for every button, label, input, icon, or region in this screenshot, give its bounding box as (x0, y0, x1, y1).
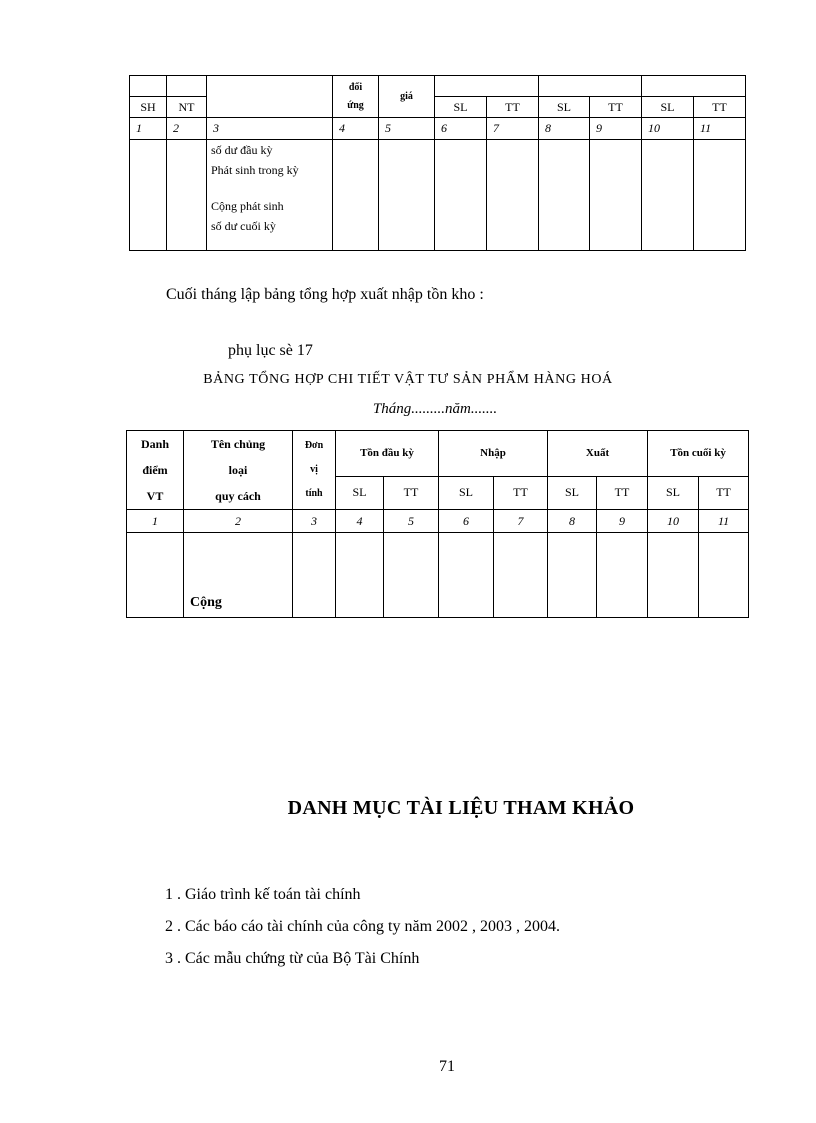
ledger-table (129, 75, 746, 251)
header-row-top (130, 76, 746, 97)
appendix-label: phụ lục sè 17 (228, 342, 313, 359)
period-line: Tháng.........năm....... (372, 401, 498, 417)
header-row-top (127, 431, 749, 477)
header-ton-dau-ky: Tồn đầu kỳ (336, 431, 439, 477)
row-descriptions: số dư đầu kỳ Phát sinh trong kỳ Cộng phát sinh số dư cuối kỳ (207, 140, 333, 251)
summary-table (126, 430, 749, 618)
total-label: Cộng (184, 533, 293, 618)
header-danh-diem: Danh điểm VT (127, 431, 184, 510)
header-doi-ung: đối ứng (333, 76, 379, 118)
header-don-vi-tinh: Đơn vị tính (293, 431, 336, 510)
list-item: 1 . Giáo trình kế toán tài chính (165, 886, 361, 903)
header-ten-chung-loai: Tên chủng loại quy cách (184, 431, 293, 510)
references-title: DANH MỤC TÀI LIỆU THAM KHẢO (287, 797, 635, 819)
page-number: 71 (439, 1058, 455, 1075)
summary-table-title: BẢNG TỔNG HỢP CHI TIẾT VẬT TƯ SẢN PHẨM HÀNG HOÁ (203, 372, 613, 387)
references-list (165, 884, 560, 980)
table-row (127, 533, 749, 618)
header-gia: giá (379, 76, 435, 118)
list-item: 2 . Các báo cáo tài chính của công ty năm 2002 , 2003 , 2004. (165, 918, 561, 935)
header-xuat: Xuất (548, 431, 648, 477)
header-ton-cuoi-ky: Tồn cuối kỳ (648, 431, 749, 477)
header-row-sub: SH NT SL TT SL TT SL TT (130, 97, 746, 118)
header-row-sub: SL TT SL TT SL TT SL TT (127, 476, 749, 509)
column-number-row: 1 2 3 4 5 6 7 8 9 10 11 (130, 118, 746, 140)
column-number-row: 1 2 3 4 5 6 7 8 9 10 11 (127, 510, 749, 533)
list-item: 3 . Các mẫu chứng từ của Bộ Tài Chính (165, 950, 420, 967)
table-row (130, 140, 746, 251)
intro-text: Cuối tháng lập bảng tổng hợp xuất nhập tồn kho : (166, 286, 484, 303)
header-nhap: Nhập (439, 431, 548, 477)
